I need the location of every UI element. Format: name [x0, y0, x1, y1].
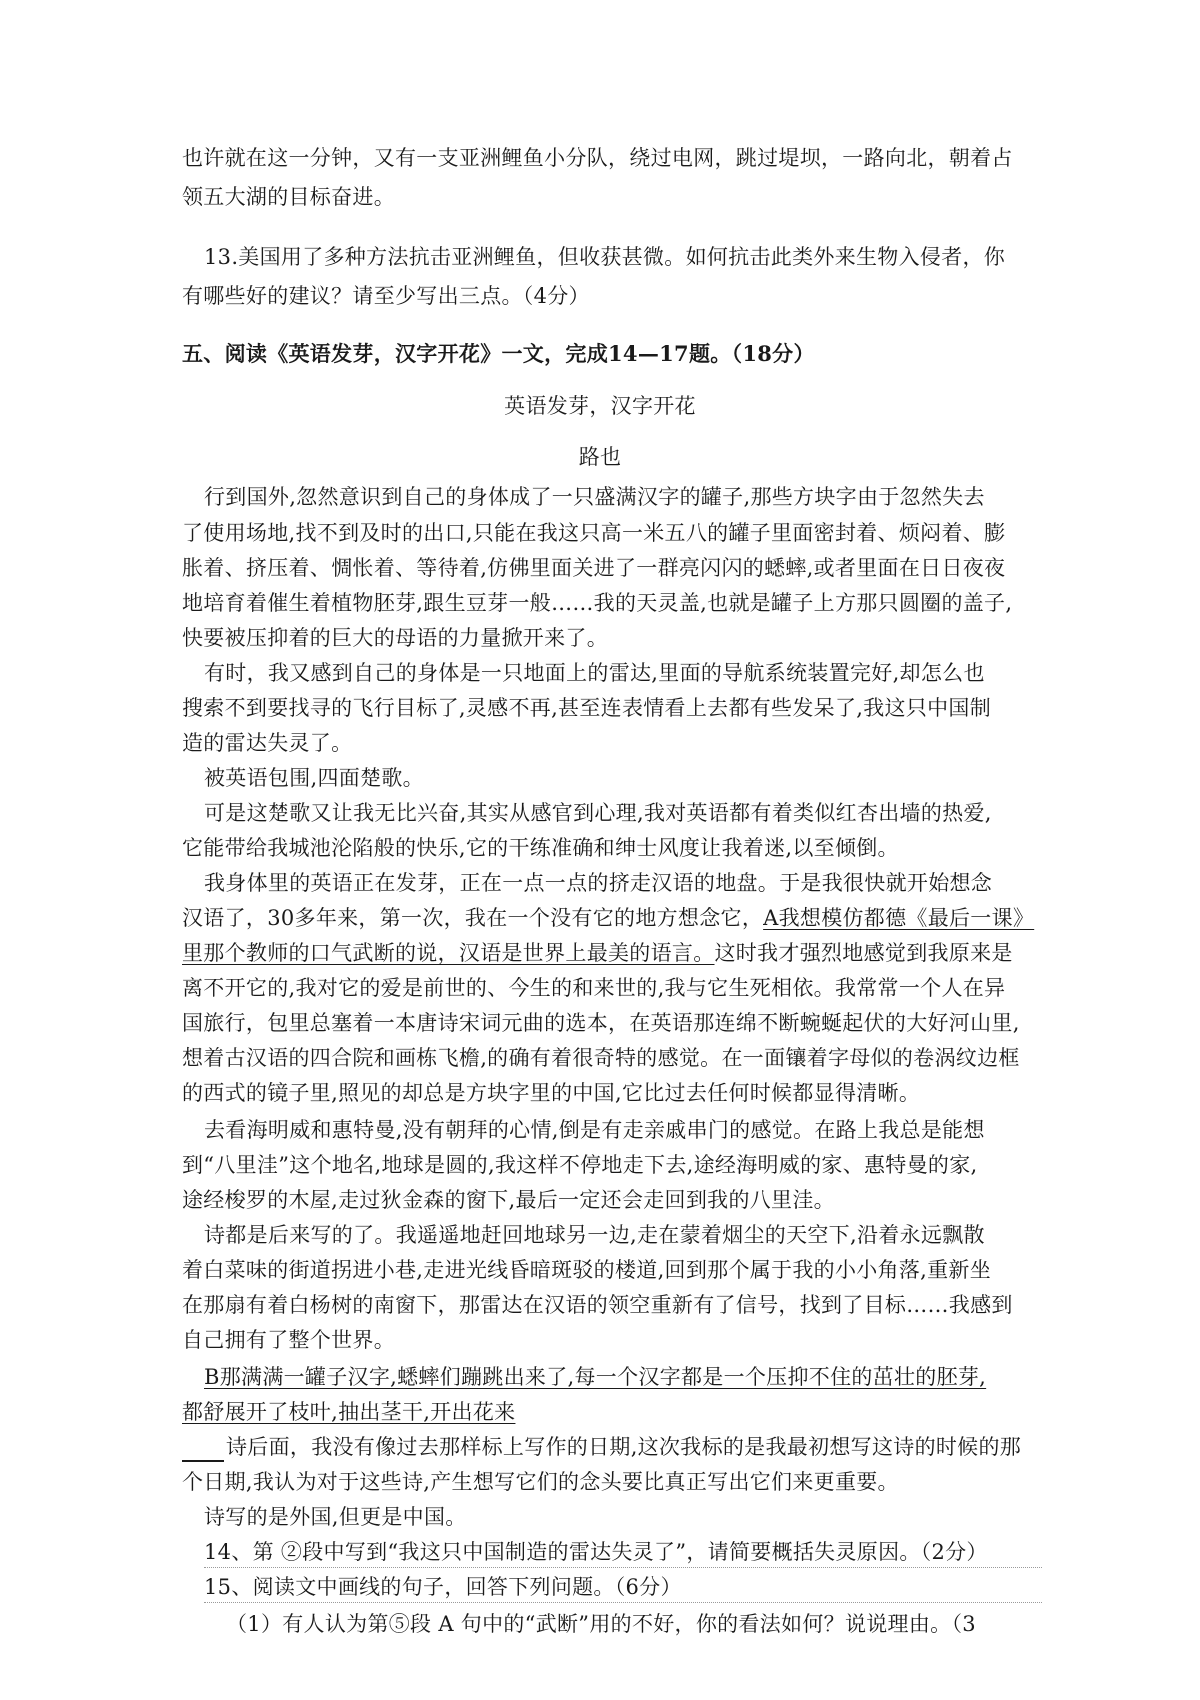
article-p4-line-2: 它能带给我城池沦陷般的快乐,它的干练准确和绅士风度让我着迷,以至倾倒。 [182, 836, 899, 860]
article-p5-line-2 [182, 903, 1042, 933]
question-13-line-2: 有哪些好的建议？请至少写出三点。（4分） [182, 284, 590, 308]
article-p9-line-2: 个日期,我认为对于这些诗,产生想写它们的念头要比真正写出它们来更重要。 [182, 1470, 899, 1494]
question-14: 14、第 ②段中写到“我这只中国制造的雷达失灵了”，请简要概括失灵原因。（2分） [204, 1537, 1042, 1568]
article-p1-line-3: 胀着、挤压着、惆怅着、等待着,仿佛里面关进了一群亮闪闪的蟋蟀,或者里面在日日夜夜 [182, 556, 1006, 580]
article-p9-text: 诗后面，我没有像过去那样标上写作的日期,这次我标的是我最初想写这诗的时候的那 [226, 1435, 1022, 1459]
article-p6-line-3: 途经梭罗的木屋,走过狄金森的窗下,最后一定还会走回到我的八里洼。 [182, 1188, 835, 1212]
article-p5-line-1: 我身体里的英语正在发芽，正在一点一点的挤走汉语的地盘。于是我很快就开始想念 [204, 871, 993, 895]
underlined-sentence-a-cont: 里那个教师的口气武断的说，汉语是世界上最美的语言。 [182, 941, 715, 965]
intro-line-1: 也许就在这一分钟，又有一支亚洲鲤鱼小分队，绕过电网，跳过堤坝，一路向北，朝着占 [182, 146, 1013, 170]
section-5-heading: 五、阅读《英语发芽，汉字开花》一文，完成14—17题。（18分） [182, 341, 815, 366]
underlined-sentence-b-line-2: 都舒展开了枝叶,抽出茎干,开出花来 [182, 1400, 516, 1424]
underlined-sentence-b-line-1: B那满满一罐子汉字,蟋蟀们蹦跳出来了,每一个汉字都是一个压抑不住的茁壮的胚芽, [204, 1365, 987, 1389]
article-p1-line-4: 地培育着催生着植物胚芽,跟生豆芽一般……我的天灵盖,也就是罐子上方那只圆圈的盖子, [182, 591, 1013, 615]
article-title: 英语发芽，汉字开花 [504, 394, 696, 418]
article-p7-line-4: 自己拥有了整个世界。 [182, 1328, 395, 1352]
article-p1-line-5: 快要被压抑着的巨大的母语的力量掀开来了。 [182, 626, 608, 650]
article-p2-line-3: 造的雷达失灵了。 [182, 731, 353, 755]
article-p5-line-7: 的西式的镜子里,照见的却总是方块字里的中国,它比过去任何时候都显得清晰。 [182, 1081, 921, 1105]
article-p10: 诗写的是外国,但更是中国。 [204, 1505, 467, 1529]
article-p6-line-1: 去看海明威和惠特曼,没有朝拜的心情,倒是有走亲戚串门的感觉。在路上我总是能想 [204, 1118, 985, 1142]
article-p7-line-3: 在那扇有着白杨树的南窗下，那雷达在汉语的领空重新有了信号，找到了目标……我感到 [182, 1293, 1013, 1317]
article-p6-line-2: 到“八里洼”这个地名,地球是圆的,我这样不停地走下去,途经海明威的家、惠特曼的家, [182, 1153, 978, 1177]
article-p7-line-2: 着白菜味的街道拐进小巷,走进光线昏暗斑驳的楼道,回到那个属于我的小小角落,重新坐 [182, 1258, 992, 1282]
article-p5-line-5: 国旅行，包里总塞着一本唐诗宋词元曲的选本，在英语那连绵不断蜿蜒起伏的大好河山里, [182, 1011, 1020, 1035]
article-p5-line-4: 离不开它的,我对它的爱是前世的、今生的和来世的,我与它生死相依。我常常一个人在异 [182, 976, 1006, 1000]
question-13-line-1: 13.美国用了多种方法抗击亚洲鲤鱼，但收获甚微。如何抗击此类外来生物入侵者，你 [204, 245, 1006, 269]
article-p4-line-1: 可是这楚歌又让我无比兴奋,其实从感官到心理,我对英语都有着类似红杏出墙的热爱, [204, 801, 992, 825]
article-p5-text: 汉语了，30多年来，第一次，我在一个没有它的地方想念它， [182, 906, 764, 930]
article-p9-line-1 [182, 1432, 1042, 1462]
article-p2-line-1: 有时，我又感到自己的身体是一只地面上的雷达,里面的导航系统装置完好,却怎么也 [204, 661, 985, 685]
article-p5-line-3 [182, 938, 1042, 968]
question-15-part-1: （1）有人认为第⑤段 A 句中的“武断”用的不好，你的看法如何？说说理由。（3 [226, 1612, 976, 1636]
article-p1-line-1: 行到国外,忽然意识到自己的身体成了一只盛满汉字的罐子,那些方块字由于忽然失去 [204, 485, 985, 509]
underlined-sentence-a: A我想模仿都德《最后一课》 [763, 906, 1035, 930]
article-p2-line-2: 搜索不到要找寻的飞行目标了,灵感不再,甚至连表情看上去都有些发呆了,我这只中国制 [182, 696, 992, 720]
article-p5-line-6: 想着古汉语的四合院和画栋飞檐,的确有着很奇特的感觉。在一面镶着字母似的卷涡纹边框 [182, 1046, 1020, 1070]
intro-line-2: 领五大湖的目标奋进。 [182, 185, 395, 209]
article-p5-text: 这时我才强烈地感觉到我原来是 [714, 941, 1013, 965]
article-p1-line-2: 了使用场地,找不到及时的出口,只能在我这只高一米五八的罐子里面密封着、烦闷着、膨 [182, 521, 1006, 545]
question-15: 15、阅读文中画线的句子，回答下列问题。（6分） [204, 1572, 1042, 1603]
article-p7-line-1: 诗都是后来写的了。我遥遥地赶回地球另一边,走在蒙着烟尘的天空下,沿着永远飘散 [204, 1223, 985, 1247]
answer-blank[interactable] [182, 1438, 224, 1462]
article-p3: 被英语包围,四面楚歌。 [204, 766, 424, 790]
article-author: 路也 [578, 445, 622, 469]
